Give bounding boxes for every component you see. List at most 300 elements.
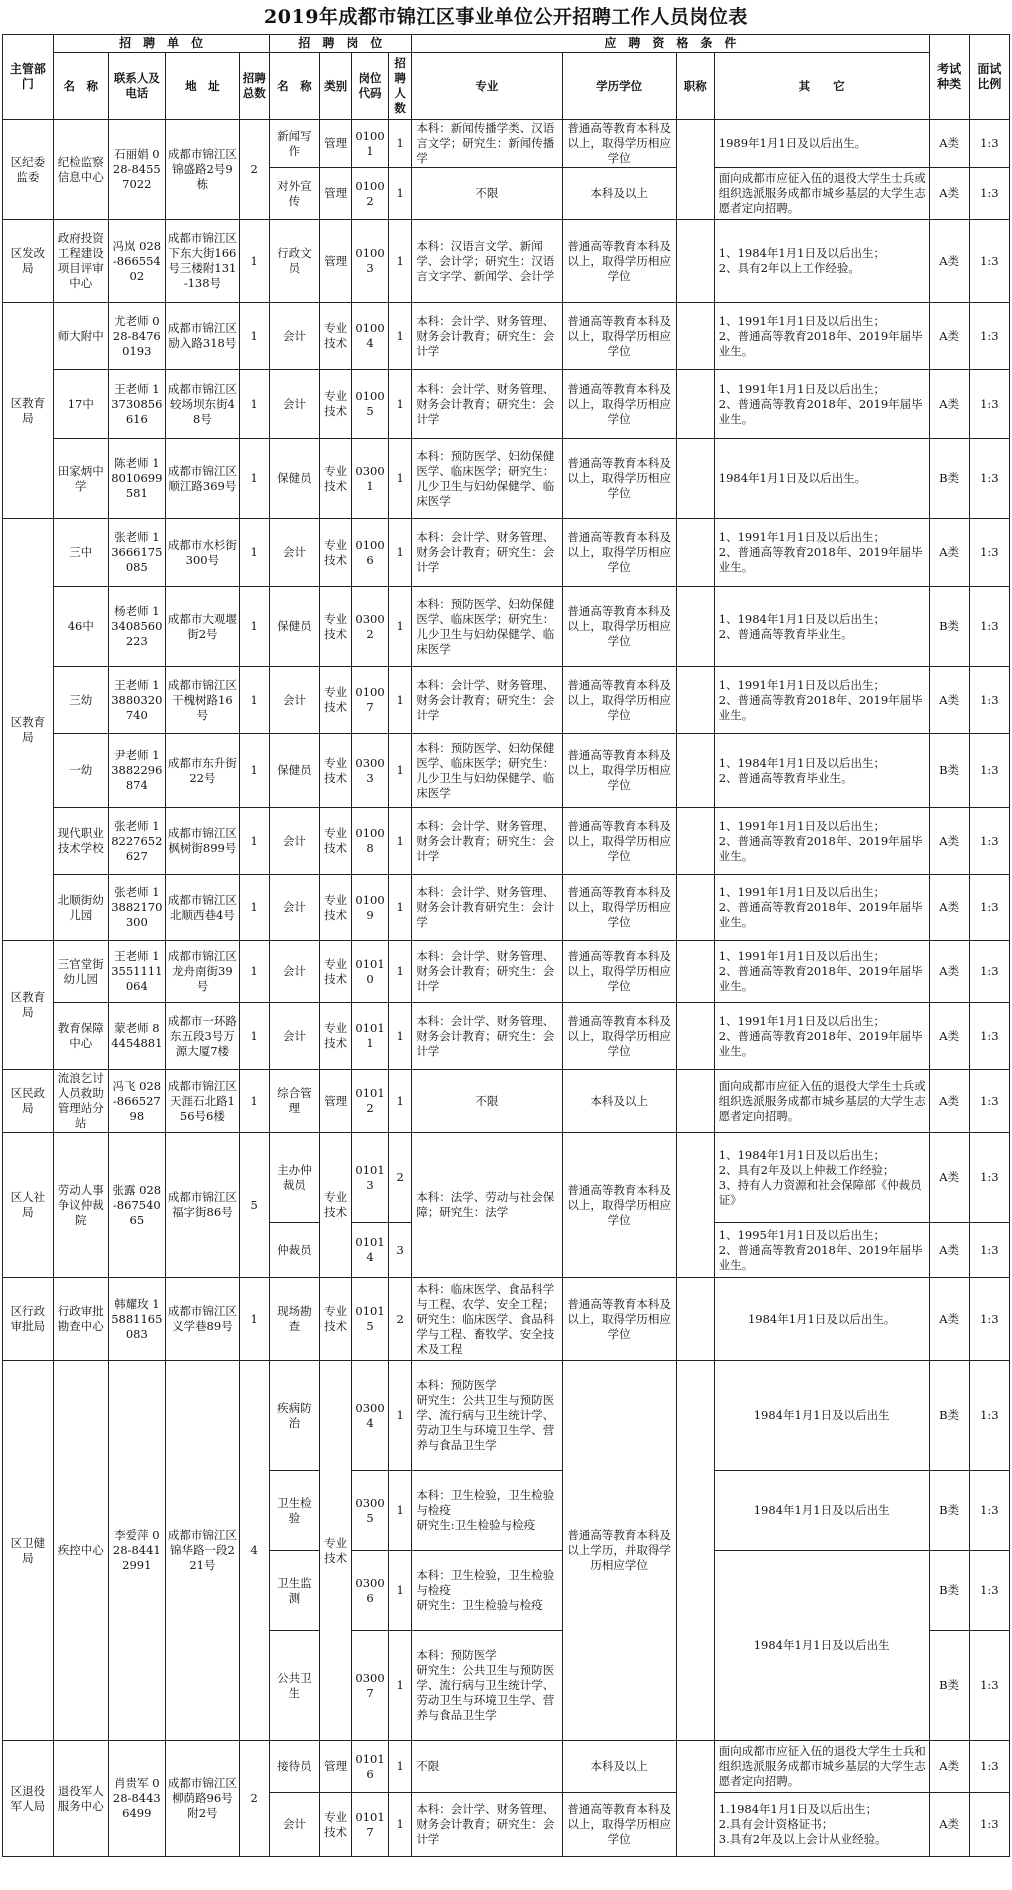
cell-ratio: 1:3 [969,875,1009,941]
cell-address: 成都市锦江区福字街86号 [165,1133,239,1278]
cell-title [676,1741,714,1857]
cell-ratio: 1:3 [969,1631,1009,1741]
cell-count: 3 [389,1223,412,1278]
cell-total: 1 [239,875,269,941]
cell-other: 面向成都市应征入伍的退役大学生士兵或组织选派服务成都市城乡基层的大学生志愿者定向招聘。 [714,168,929,220]
cell-exam: A类 [929,303,969,370]
cell-major: 本科：会计学、财务管理、财务会计教育；研究生：会计学 [412,519,562,587]
cell-title [676,220,714,303]
cell-ratio: 1:3 [969,120,1009,168]
cell-ratio: 1:3 [969,941,1009,1003]
cell-count: 1 [389,1793,412,1857]
cell-ratio: 1:3 [969,587,1009,667]
cell-title [676,120,714,220]
cell-address: 成都市锦江区锦盛路2号9栋 [165,120,239,220]
cell-degree: 普通高等教育本科及以上，取得学历相应学位 [562,587,676,667]
cell-exam: A类 [929,220,969,303]
cell-other: 1984年1月1日及以后出生 [714,1361,929,1471]
cell-total: 2 [239,1741,269,1857]
cell-exam: A类 [929,1223,969,1278]
cell-count: 1 [389,808,412,875]
cell-degree: 普通高等教育本科及以上，取得学历相应学位 [562,1793,676,1857]
cell-ratio: 1:3 [969,808,1009,875]
cell-cat: 管理 [320,168,352,220]
cell-address: 成都市一环路东五段3号万源大厦7楼 [165,1003,239,1070]
cell-exam: A类 [929,1133,969,1223]
cell-code: 01008 [352,808,389,875]
table-row [3,941,1010,1003]
cell-address: 成都市锦江区枫树街899号 [165,808,239,875]
cell-major: 本科：新闻传播学类、汉语言文学；研究生：新闻传播学 [412,120,562,168]
header-address: 地 址 [165,53,239,120]
cell-major: 不限 [412,1070,562,1133]
cell-major: 本科：法学、劳动与社会保障；研究生：法学 [412,1133,562,1278]
cell-title [676,439,714,519]
cell-degree: 普通高等教育本科及以上，取得学历相应学位 [562,439,676,519]
cell-count: 1 [389,1631,412,1741]
cell-dept: 区人社局 [3,1133,54,1278]
cell-other: 1984年1月1日及以后出生。 [714,439,929,519]
cell-post: 现场勘查 [269,1278,320,1361]
cell-unit: 纪检监察信息中心 [53,120,108,220]
cell-dept: 区教育局 [3,303,54,519]
cell-code: 01015 [352,1278,389,1361]
table-row [3,120,1010,168]
cell-cat: 专业技术 [320,587,352,667]
cell-degree: 普通高等教育本科及以上，取得学历相应学位 [562,1278,676,1361]
cell-contact: 王老师 13880320740 [108,667,165,734]
cell-contact: 韩耀玫 15881165083 [108,1278,165,1361]
cell-title [676,1003,714,1070]
header-ratio: 面试比例 [969,35,1009,120]
cell-count: 1 [389,519,412,587]
cell-major: 本科：预防医学 研究生：公共卫生与预防医学、流行病与卫生统计学、劳动卫生与环境卫生学、营养与食品卫生学 [412,1631,562,1741]
cell-degree: 普通高等教育本科及以上，取得学历相应学位 [562,1003,676,1070]
cell-degree: 普通高等教育本科及以上，取得学历相应学位 [562,941,676,1003]
cell-degree: 普通高等教育本科及以上，取得学历相应学位 [562,808,676,875]
cell-title [676,519,714,587]
cell-exam: A类 [929,1003,969,1070]
header-exam: 考试种类 [929,35,969,120]
cell-unit: 流浪乞讨人员救助管理站分站 [53,1070,108,1133]
table-row [3,587,1010,667]
cell-code: 01017 [352,1793,389,1857]
cell-title [676,1361,714,1741]
header-other: 其 它 [714,53,929,120]
cell-ratio: 1:3 [969,1278,1009,1361]
cell-contact: 尤老师 028-84760193 [108,303,165,370]
cell-major: 本科：会计学、财务管理、财务会计教育；研究生：会计学 [412,303,562,370]
cell-title [676,808,714,875]
cell-post: 保健员 [269,587,320,667]
cell-count: 1 [389,303,412,370]
cell-dept: 区退役军人局 [3,1741,54,1857]
cell-ratio: 1:3 [969,1741,1009,1793]
cell-major: 本科：会计学、财务管理、财务会计教育；研究生：会计学 [412,1003,562,1070]
cell-unit: 师大附中 [53,303,108,370]
cell-cat: 专业技术 [320,439,352,519]
cell-total: 1 [239,667,269,734]
cell-code: 01013 [352,1133,389,1223]
cell-dept: 区行政审批局 [3,1278,54,1361]
cell-total: 4 [239,1361,269,1741]
cell-exam: A类 [929,120,969,168]
header-post-name: 名 称 [269,53,320,120]
cell-other: 1、1991年1月1日及以后出生； 2、普通高等教育2018年、2019年届毕业生。 [714,1003,929,1070]
cell-contact: 王老师 13730856616 [108,370,165,439]
cell-cat: 专业技术 [320,875,352,941]
cell-dept: 区教育局 [3,519,54,941]
cell-exam: B类 [929,1551,969,1631]
cell-major: 本科：会计学、财务管理、财务会计教育；研究生：会计学 [412,370,562,439]
cell-other: 面向成都市应征入伍的退役大学生士兵或组织选派服务成都市城乡基层的大学生志愿者定向招聘。 [714,1070,929,1133]
cell-other: 1、1991年1月1日及以后出生； 2、普通高等教育2018年、2019年届毕业生。 [714,370,929,439]
cell-unit: 疾控中心 [53,1361,108,1741]
cell-code: 03005 [352,1471,389,1551]
cell-count: 1 [389,220,412,303]
cell-major: 不限 [412,1741,562,1793]
cell-title [676,1133,714,1278]
cell-ratio: 1:3 [969,1133,1009,1223]
header-group-unit: 招 聘 单 位 [53,35,269,53]
table-row [3,370,1010,439]
cell-post: 卫生检验 [269,1471,320,1551]
cell-total: 1 [239,439,269,519]
cell-post: 疾病防治 [269,1361,320,1471]
cell-address: 成都市锦江区龙舟南街39号 [165,941,239,1003]
cell-post: 接待员 [269,1741,320,1793]
cell-title [676,1070,714,1133]
cell-count: 1 [389,1551,412,1631]
cell-exam: A类 [929,875,969,941]
cell-other: 1984年1月1日及以后出生。 [714,1278,929,1361]
cell-degree: 本科及以上 [562,1741,676,1793]
cell-contact: 李爱萍 028-84412991 [108,1361,165,1741]
cell-code: 01006 [352,519,389,587]
cell-other: 1984年1月1日及以后出生 [714,1551,929,1741]
cell-title [676,667,714,734]
cell-address: 成都市锦江区顺江路369号 [165,439,239,519]
cell-unit: 一幼 [53,734,108,808]
cell-exam: A类 [929,808,969,875]
cell-total: 1 [239,587,269,667]
cell-ratio: 1:3 [969,370,1009,439]
cell-title [676,303,714,370]
cell-post: 会计 [269,303,320,370]
cell-exam: A类 [929,519,969,587]
cell-total: 1 [239,1070,269,1133]
cell-total: 1 [239,1003,269,1070]
cell-exam: A类 [929,1741,969,1793]
cell-contact: 冯岚 028-86655402 [108,220,165,303]
cell-address: 成都市东升街22号 [165,734,239,808]
cell-ratio: 1:3 [969,168,1009,220]
cell-major: 本科：会计学、财务管理、财务会计教育；研究生：会计学 [412,941,562,1003]
cell-degree: 本科及以上 [562,1070,676,1133]
cell-other: 1、1991年1月1日及以后出生； 2、普通高等教育2018年、2019年届毕业生。 [714,519,929,587]
cell-address: 成都市锦江区天涯石北路156号6楼 [165,1070,239,1133]
table-row [3,808,1010,875]
header-major: 专业 [412,53,562,120]
cell-major: 本科：预防医学、妇幼保健医学、临床医学；研究生：儿少卫生与妇幼保健学、临床医学 [412,587,562,667]
table-row [3,1133,1010,1223]
cell-code: 01009 [352,875,389,941]
table-row [3,734,1010,808]
cell-degree: 普通高等教育本科及以上，取得学历相应学位 [562,1133,676,1278]
cell-major: 本科：汉语言文学、新闻学、会计学；研究生：汉语言文字学、新闻学、会计学 [412,220,562,303]
cell-other: 1989年1月1日及以后出生。 [714,120,929,168]
cell-post: 对外宣传 [269,168,320,220]
cell-major: 本科：预防医学、妇幼保健医学、临床医学；研究生：儿少卫生与妇幼保健学、临床医学 [412,439,562,519]
cell-cat: 专业技术 [320,1133,352,1278]
cell-cat: 专业技术 [320,1361,352,1741]
cell-contact: 石丽娟 028-84557022 [108,120,165,220]
cell-count: 1 [389,941,412,1003]
cell-post: 仲裁员 [269,1223,320,1278]
cell-exam: B类 [929,587,969,667]
cell-contact: 尹老师 13882296874 [108,734,165,808]
cell-code: 03003 [352,734,389,808]
cell-post: 保健员 [269,439,320,519]
cell-count: 1 [389,1741,412,1793]
cell-contact: 陈老师 18010699581 [108,439,165,519]
cell-contact: 冯飞 028-86652798 [108,1070,165,1133]
cell-unit: 劳动人事争议仲裁院 [53,1133,108,1278]
cell-cat: 专业技术 [320,1003,352,1070]
cell-address: 成都市水杉街300号 [165,519,239,587]
cell-ratio: 1:3 [969,519,1009,587]
table-row [3,519,1010,587]
cell-count: 1 [389,1003,412,1070]
header-contact: 联系人及电话 [108,53,165,120]
cell-unit: 退役军人服务中心 [53,1741,108,1857]
cell-post: 会计 [269,1793,320,1857]
cell-unit: 政府投资工程建设项目评审中心 [53,220,108,303]
cell-cat: 专业技术 [320,1793,352,1857]
table-row [3,1741,1010,1793]
cell-address: 成都市锦江区柳荫路96号附2号 [165,1741,239,1857]
cell-code: 03007 [352,1631,389,1741]
cell-major: 本科：临床医学、食品科学与工程、农学、安全工程；研究生：临床医学、食品科学与工程、畜牧学、安全技术及工程 [412,1278,562,1361]
cell-total: 1 [239,808,269,875]
cell-address: 成都市锦江区下东大街166号三楼附131-138号 [165,220,239,303]
cell-dept: 区卫健局 [3,1361,54,1741]
cell-major: 本科：会计学、财务管理、财务会计教育；研究生：会计学 [412,808,562,875]
page-title: 2019年成都市锦江区事业单位公开招聘工作人员岗位表 [264,6,748,28]
cell-major: 本科：卫生检验，卫生检验与检疫 研究生:卫生检验与检疫 [412,1471,562,1551]
table-row [3,303,1010,370]
cell-cat: 专业技术 [320,303,352,370]
cell-address: 成都市锦江区义学巷89号 [165,1278,239,1361]
cell-other: 1.1984年1月1日及以后出生； 2.具有会计资格证书； 3.具有2年及以上会计从业经验。 [714,1793,929,1857]
cell-post: 会计 [269,875,320,941]
cell-unit: 行政审批勘查中心 [53,1278,108,1361]
cell-ratio: 1:3 [969,1003,1009,1070]
cell-cat: 专业技术 [320,519,352,587]
cell-other: 1、1984年1月1日及以后出生； 2、具有2年及以上仲裁工作经验； 3、持有人力资源和社会保障部《仲裁员证》 [714,1133,929,1223]
cell-contact: 张老师 18227652627 [108,808,165,875]
cell-count: 1 [389,1070,412,1133]
cell-unit: 田家炳中学 [53,439,108,519]
cell-post: 行政文员 [269,220,320,303]
cell-other: 1、1991年1月1日及以后出生； 2、普通高等教育2018年、2019年届毕业生。 [714,941,929,1003]
cell-address: 成都市锦江区励入路318号 [165,303,239,370]
cell-post: 综合管理 [269,1070,320,1133]
cell-count: 1 [389,587,412,667]
table-row [3,1070,1010,1133]
cell-ratio: 1:3 [969,439,1009,519]
cell-contact: 蒙老师 84454881 [108,1003,165,1070]
cell-unit: 三中 [53,519,108,587]
cell-code: 01001 [352,120,389,168]
cell-ratio: 1:3 [969,1070,1009,1133]
table-row [3,1361,1010,1471]
table-row [3,439,1010,519]
cell-exam: B类 [929,439,969,519]
cell-count: 2 [389,1278,412,1361]
cell-total: 1 [239,220,269,303]
cell-degree: 普通高等教育本科及以上，取得学历相应学位 [562,875,676,941]
cell-total: 5 [239,1133,269,1278]
header-category: 类别 [320,53,352,120]
cell-ratio: 1:3 [969,1793,1009,1857]
cell-unit: 三幼 [53,667,108,734]
cell-count: 1 [389,875,412,941]
cell-degree: 普通高等教育本科及以上，取得学历相应学位 [562,667,676,734]
cell-exam: A类 [929,1070,969,1133]
cell-exam: B类 [929,734,969,808]
cell-code: 01007 [352,667,389,734]
cell-other: 面向成都市应征入伍的退役大学生士兵和组织选派服务成都市城乡基层的大学生志愿者定向招聘。 [714,1741,929,1793]
cell-code: 01016 [352,1741,389,1793]
cell-cat: 管理 [320,1070,352,1133]
table-row [3,875,1010,941]
header-code: 岗位代码 [352,53,389,120]
cell-post: 公共卫生 [269,1631,320,1741]
cell-exam: A类 [929,1278,969,1361]
cell-exam: B类 [929,1361,969,1471]
cell-other: 1、1995年1月1日及以后出生； 2、普通高等教育2018年、2019年届毕业生。 [714,1223,929,1278]
cell-contact: 张露 028-86754065 [108,1133,165,1278]
cell-contact: 张老师 13666175085 [108,519,165,587]
cell-post: 新闻写作 [269,120,320,168]
cell-degree: 普通高等教育本科及以上，取得学历相应学位 [562,519,676,587]
cell-count: 1 [389,168,412,220]
cell-dept: 区民政局 [3,1070,54,1133]
header-count: 招聘人数 [389,53,412,120]
cell-degree: 普通高等教育本科及以上，取得学历相应学位 [562,370,676,439]
cell-total: 1 [239,1278,269,1361]
cell-exam: A类 [929,941,969,1003]
cell-exam: B类 [929,1471,969,1551]
cell-dept: 区教育局 [3,941,54,1070]
cell-exam: A类 [929,667,969,734]
cell-total: 1 [239,370,269,439]
cell-address: 成都市锦江区较场坝东街48号 [165,370,239,439]
cell-title [676,734,714,808]
cell-total: 1 [239,734,269,808]
cell-code: 01012 [352,1070,389,1133]
cell-ratio: 1:3 [969,1223,1009,1278]
cell-major: 不限 [412,168,562,220]
cell-post: 会计 [269,808,320,875]
header-degree: 学历学位 [562,53,676,120]
cell-post: 保健员 [269,734,320,808]
cell-total: 1 [239,303,269,370]
cell-unit: 三官堂街幼儿园 [53,941,108,1003]
cell-title [676,875,714,941]
cell-major: 本科：预防医学、妇幼保健医学、临床医学；研究生：儿少卫生与妇幼保健学、临床医学 [412,734,562,808]
cell-cat: 管理 [320,1741,352,1793]
cell-code: 01010 [352,941,389,1003]
cell-cat: 专业技术 [320,808,352,875]
cell-degree: 普通高等教育本科及以上，取得学历相应学位 [562,303,676,370]
cell-other: 1、1991年1月1日及以后出生； 2、普通高等教育2018年、2019年届毕业生。 [714,875,929,941]
cell-other: 1984年1月1日及以后出生 [714,1471,929,1551]
cell-count: 1 [389,370,412,439]
cell-cat: 管理 [320,220,352,303]
cell-other: 1、1984年1月1日及以后出生； 2、普通高等教育毕业生。 [714,587,929,667]
cell-contact: 王老师 13551111064 [108,941,165,1003]
cell-count: 2 [389,1133,412,1223]
recruitment-table [2,34,1010,1857]
cell-contact: 杨老师 13408560223 [108,587,165,667]
cell-count: 1 [389,667,412,734]
cell-cat: 专业技术 [320,667,352,734]
cell-ratio: 1:3 [969,1361,1009,1471]
header-unit-name: 名 称 [53,53,108,120]
table-row [3,1003,1010,1070]
cell-exam: A类 [929,370,969,439]
cell-exam: A类 [929,168,969,220]
cell-degree: 普通高等教育本科及以上学历，并取得学历相应学位 [562,1361,676,1741]
cell-unit: 46中 [53,587,108,667]
cell-exam: B类 [929,1631,969,1741]
cell-degree: 普通高等教育本科及以上，取得学历相应学位 [562,220,676,303]
cell-dept: 区发改局 [3,220,54,303]
cell-ratio: 1:3 [969,734,1009,808]
cell-count: 1 [389,439,412,519]
cell-ratio: 1:3 [969,667,1009,734]
cell-unit: 教育保障中心 [53,1003,108,1070]
cell-code: 03004 [352,1361,389,1471]
cell-title [676,587,714,667]
cell-post: 卫生监测 [269,1551,320,1631]
cell-code: 01005 [352,370,389,439]
cell-post: 会计 [269,941,320,1003]
cell-title [676,370,714,439]
cell-cat: 专业技术 [320,370,352,439]
cell-post: 会计 [269,1003,320,1070]
cell-count: 1 [389,734,412,808]
cell-other: 1、1991年1月1日及以后出生； 2、普通高等教育2018年、2019年届毕业生。 [714,808,929,875]
cell-other: 1、1991年1月1日及以后出生； 2、普通高等教育2018年、2019年届毕业生。 [714,303,929,370]
cell-total: 1 [239,519,269,587]
header-title-req: 职称 [676,53,714,120]
cell-address: 成都市锦江区锦华路一段221号 [165,1361,239,1741]
header-group-req: 应 聘 资 格 条 件 [412,35,929,53]
cell-address: 成都市大观堰街2号 [165,587,239,667]
cell-other: 1、1984年1月1日及以后出生； 2、普通高等教育毕业生。 [714,734,929,808]
cell-ratio: 1:3 [969,1471,1009,1551]
cell-count: 1 [389,1361,412,1471]
cell-total: 1 [239,941,269,1003]
cell-ratio: 1:3 [969,1551,1009,1631]
cell-major: 本科：会计学、财务管理、财务会计教育研究生：会计学 [412,875,562,941]
cell-code: 01011 [352,1003,389,1070]
cell-address: 成都市锦江区北顺西巷4号 [165,875,239,941]
cell-unit: 北顺街幼儿园 [53,875,108,941]
